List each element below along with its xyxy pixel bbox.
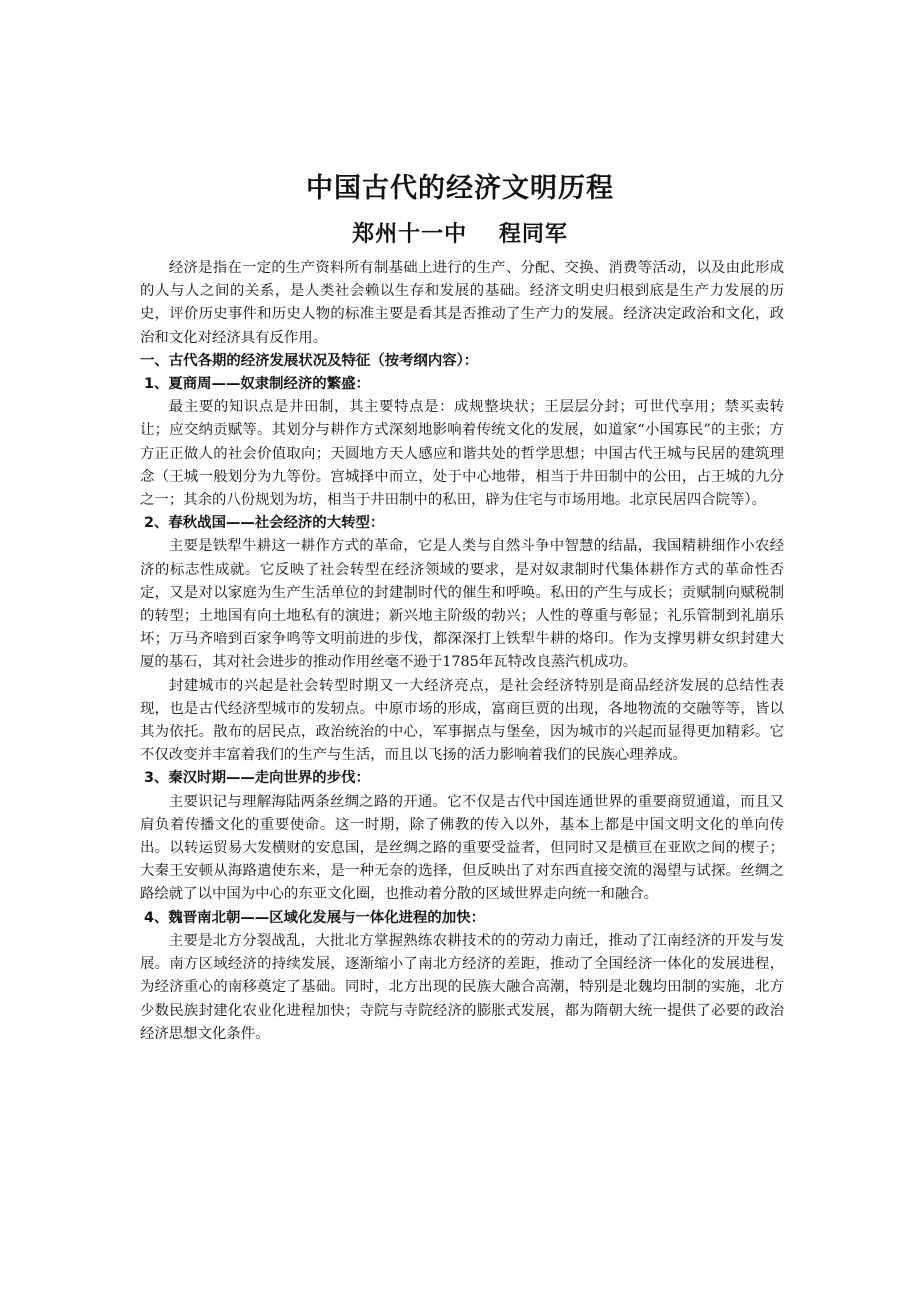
section-heading-1: 一、古代各期的经济发展状况及特征（按考纲内容）： [140, 352, 479, 369]
subsection-heading-2: 2、春秋战国——社会经济的大转型： [144, 515, 385, 532]
subsection-3-paragraph: 主要识记与理解海陆两条丝绸之路的开通。它不仅是古代中国连通世界的重要商贸通道，而且又肩负着传播文化的重要使命。这一时期，除了佛教的传入以外，基本上都是中国文明文化的单向传出。以转运贸易大发横财的安息国，是丝绸之路的重要受益者，但同时又是横亘在亚欧之间的楔子；大秦王安顿从海路遣使东来，是一种无奈的选择，但反映出了对东西直接交流的渴望与试探。丝绸之路绘就了以中国为中心的东亚文化圈，也推动着分散的区域世界走向统一和融合。 [140, 793, 784, 903]
subsection-heading-1: 1、夏商周——奴隶制经济的繁盛： [144, 376, 370, 393]
subsection-heading-3: 3、秦汉时期——走向世界的步伐： [144, 770, 370, 787]
document-author: 郑州十一中 程同军 [352, 222, 568, 247]
intro-paragraph: 经济是指在一定的生产资料所有制基础上进行的生产、分配、交换、消费等活动，以及由此形成的人与人之间的关系，是人类社会赖以生存和发展的基础。经济文明史归根到底是生产力发展的历史，评价历史事件和历史人物的标准主要是看其是否推动了生产力的发展。经济决定政治和文化，政治和文化对经济具有反作用。 [140, 260, 784, 346]
document-title: 中国古代的经济文明历程 [306, 173, 614, 204]
subsection-1-paragraph: 最主要的知识点是井田制，其主要特点是：成规整块状；王层层分封；可世代享用；禁买卖转让；应交纳贡赋等。其划分与耕作方式深刻地影响着传统文化的发展，如道家“小国寡民”的主张；方方正正做人的社会价值取向；天圆地方天人感应和谐共处的哲学思想；中国古代王城与民居的建筑理念（王城一般划分为九等份。宫城择中而立，处于中心地带，相当于井田制中的公田，占王城的九分之一；其余的八份规划为坊，相当于井田制中的私田，辟为住宅与市场用地。北京民居四合院等）。 [140, 399, 784, 509]
subsection-2-paragraph-1: 主要是铁犁牛耕这一耕作方式的革命，它是人类与自然斗争中智慧的结晶，我国精耕细作小农经济的标志性成就。它反映了社会转型在经济领域的要求，是对奴隶制时代集体耕作方式的革命性否定，又是对以家庭为生产生活单位的封建制时代的催生和呼唤。私田的产生与成长；贡赋制向赋税制的转型；土地国有向土地私有的演进；新兴地主阶级的勃兴；人性的尊重与彰显；礼乐管制到礼崩乐坏；万马齐喑到百家争鸣等文明前进的步伐，都深深打上铁犁牛耕的烙印。作为支撑男耕女织封建大厦的基石，其对社会进步的推动作用丝毫不逊于1785年瓦特改良蒸汽机成功。 [140, 538, 784, 671]
subsection-heading-4: 4、魏晋南北朝——区域化发展与一体化进程的加快： [144, 909, 485, 926]
document-body [140, 257, 784, 1046]
subsection-4-paragraph: 主要是北方分裂战乱，大批北方掌握熟练农耕技术的的劳动力南迁，推动了江南经济的开发与发展。南方区域经济的持续发展，逐渐缩小了南北方经济的差距，推动了全国经济一体化的发展进程，为经济重心的南移奠定了基础。同时，北方出现的民族大融合高潮，特别是北魏均田制的实施，北方少数民族封建化农业化进程加快；寺院与寺院经济的膨胀式发展，都为隋朝大统一提供了必要的政治经济思想文化条件。 [140, 932, 784, 1042]
subsection-2-paragraph-2: 封建城市的兴起是社会转型时期又一大经济亮点，是社会经济特别是商品经济发展的总结性表现，也是古代经济型城市的发轫点。中原市场的形成，富商巨贾的出现，各地物流的交融等等，皆以其为依托。散布的居民点，政治统治的中心，军事据点与堡垒，因为城市的兴起而显得更加精彩。它不仅改变并丰富着我们的生产与生活，而且以飞扬的活力影响着我们的民族心理养成。 [140, 677, 784, 764]
